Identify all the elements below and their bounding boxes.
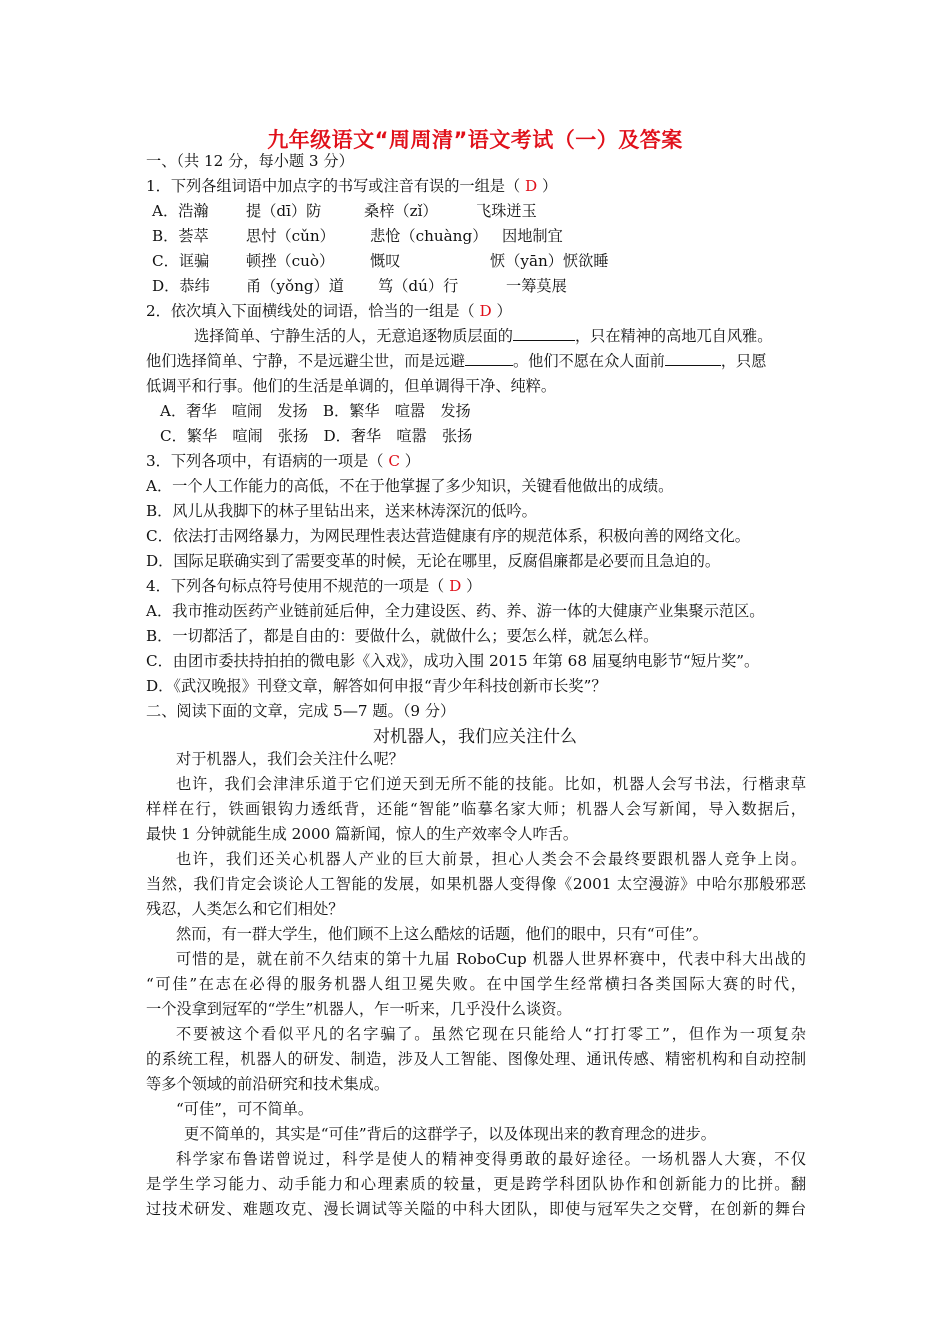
question-4-stem: 4．下列各句标点符号使用不规范的一项是（ [146, 577, 445, 595]
article-line: 科学家布鲁诺曾说过，科学是使人的精神变得勇敢的最好途径。一场机器人大赛，不仅 [176, 1150, 806, 1168]
question-4 [146, 576, 481, 596]
question-3-option-a: A．一个人工作能力的高低，不在于他掌握了多少知识，关键看他做出的成绩。 [146, 477, 674, 495]
option-word: 提（dī）防 [246, 202, 322, 220]
section-two-heading: 二、阅读下面的文章，完成 5—7 题。（9 分） [146, 702, 456, 720]
article-line: 不要被这个看似平凡的名字骗了。虽然它现在只能给人“打打零工”，但作为一项复杂 [176, 1025, 806, 1043]
article-line: 样样在行，铁画银钩力透纸背，还能“智能”临摹名家大师；机器人会写新闻，导入数据后， [146, 800, 806, 818]
article-line: 也许，我们会津津乐道于它们逆天到无所不能的技能。比如，机器人会写书法，行楷隶草 [176, 775, 806, 793]
question-3-option-b: B．风儿从我脚下的林子里钻出来，送来林涛深沉的低吟。 [146, 502, 537, 520]
question-1-close: ） [542, 177, 558, 195]
option-word: 恹（yān）恹欲睡 [490, 252, 609, 270]
article-line: 更不简单的，其实是“可佳”背后的这群学子，以及体现出来的教育理念的进步。 [184, 1125, 716, 1143]
question-2 [146, 301, 512, 321]
question-4-option-b: B．一切都活了，都是自由的：要做什么，就做什么；要怎么样，就怎么样。 [146, 627, 659, 645]
article-line: 当然，我们肯定会谈论人工智能的发展，如果机器人变得像《2001 太空漫游》中哈尔那般邪恶 [146, 875, 806, 893]
question-1-answer: D [525, 177, 538, 195]
passage-text: ，只在精神的高地兀自风雅。 [574, 327, 773, 345]
question-2-passage-line-3: 低调平和行事。他们的生活是单调的，但单调得干净、纯粹。 [146, 377, 557, 395]
article-line: 残忍，人类怎么和它们相处？ [146, 900, 344, 918]
article-line: 最快 1 分钟就能生成 2000 篇新闻，惊人的生产效率令人咋舌。 [146, 825, 579, 843]
question-4-option-a: A．我市推动医药产业链前延后伸，全力建设医、药、养、游一体的大健康产业集聚示范区。 [146, 602, 765, 620]
question-2-answer: D [479, 302, 492, 320]
document-title: 九年级语文“周周清”语文考试（一）及答案 [267, 128, 683, 152]
question-3 [146, 451, 420, 471]
option-word: 思忖（cǔn） [246, 227, 335, 245]
article-line: 是学生学习能力、动手能力和心理素质的较量，更是跨学科团队协作和创新能力的比拼。翻 [146, 1175, 806, 1193]
question-4-option-d: D．《武汉晚报》刊登文章，解答如何申报“青少年科技创新市长奖”？ [146, 677, 607, 695]
option-word: 一筹莫展 [506, 277, 567, 295]
question-4-close: ） [466, 577, 482, 595]
fill-blank[interactable] [513, 326, 575, 341]
option-word: C．诓骗 [152, 252, 210, 270]
article-line: 可惜的是，就在前不久结束的第十九届 RoboCup 机器人世界杯赛中，代表中科大出战的 [176, 950, 806, 968]
question-2-stem: 2．依次填入下面横线处的词语，恰当的一组是（ [146, 302, 475, 320]
article-line: 的系统工程，机器人的研发、制造，涉及人工智能、图像处理、通讯传感、精密机构和自动控制 [146, 1050, 806, 1068]
article-line: 过技术研发、难题攻克、漫长调试等关隘的中科大团队，即使与冠军失之交臂，在创新的舞台 [146, 1200, 806, 1218]
question-1-option-c [152, 251, 609, 271]
question-3-option-d: D．国际足联确实到了需要变革的时候，无论在哪里，反腐倡廉都是必要而且急迫的。 [146, 552, 721, 570]
option-word: 飞珠迸玉 [476, 202, 537, 220]
question-4-option-c: C．由团市委扶持拍拍的微电影《入戏》，成功入围 2015 年第 68 届戛纳电影节“短片奖”。 [146, 652, 760, 670]
question-2-passage-line-1 [194, 326, 772, 346]
section-one-heading: 一、（共 12 分，每小题 3 分） [146, 152, 354, 170]
question-1-stem: 1．下列各组词语中加点字的书写或注音有误的一组是（ [146, 177, 521, 195]
passage-text: ，只愿 [720, 352, 767, 370]
fill-blank[interactable] [665, 351, 721, 366]
question-1-option-d [152, 276, 567, 296]
passage-text: 选择简单、宁静生活的人，无意追逐物质层面的 [194, 327, 513, 345]
option-word: 悲怆（chuàng） [370, 227, 488, 245]
article-line: 对于机器人，我们会关注什么呢？ [176, 750, 404, 768]
article-title: 对机器人，我们应关注什么 [373, 727, 577, 747]
option-word: 顿挫（cuò） [246, 252, 335, 270]
option-word: A．浩瀚 [152, 202, 209, 220]
question-1-option-a [152, 201, 537, 221]
question-2-passage-line-2 [146, 351, 766, 371]
option-word: 甬（yǒng）道 [246, 277, 344, 295]
option-word: D．恭纬 [152, 277, 210, 295]
article-line: “可佳”，可不简单。 [176, 1100, 314, 1118]
question-2-close: ） [496, 302, 512, 320]
fill-blank[interactable] [465, 351, 513, 366]
option-word: 笃（dú）行 [378, 277, 459, 295]
question-4-answer: D [449, 577, 462, 595]
passage-text: 。他们不愿在众人面前 [512, 352, 665, 370]
question-3-answer: C [388, 452, 400, 470]
passage-text: 他们选择简单、宁静，不是远避尘世，而是远避 [146, 352, 465, 370]
option-word: 慨叹 [370, 252, 401, 270]
question-3-close: ） [404, 452, 420, 470]
question-1-option-b [152, 226, 563, 246]
question-3-option-c: C．依法打击网络暴力，为网民理性表达营造健康有序的规范体系，积极向善的网络文化。 [146, 527, 750, 545]
option-word: 桑梓（zǐ） [364, 202, 438, 220]
article-line: 一个没拿到冠军的“学生”机器人，乍一听来，几乎没什么谈资。 [146, 1000, 572, 1018]
article-line: “可佳”在志在必得的服务机器人组卫冕失败。在中国学生经常横扫各类国际大赛的时代， [146, 975, 806, 993]
option-word: B．荟萃 [152, 227, 209, 245]
question-2-options-ab: A．奢华 喧闹 发扬 B．繁华 喧嚣 发扬 [160, 402, 471, 420]
option-word: 因地制宜 [502, 227, 563, 245]
question-1 [146, 176, 557, 196]
article-line: 然而，有一群大学生，他们顾不上这么酷炫的话题，他们的眼中，只有“可佳”。 [176, 925, 708, 943]
question-3-stem: 3．下列各项中，有语病的一项是（ [146, 452, 384, 470]
article-line: 也许，我们还关心机器人产业的巨大前景，担心人类会不会最终要跟机器人竞争上岗。 [176, 850, 806, 868]
article-line: 等多个领域的前沿研究和技术集成。 [146, 1075, 389, 1093]
question-2-options-cd: C．繁华 喧闹 张扬 D．奢华 喧嚣 张扬 [160, 427, 473, 445]
